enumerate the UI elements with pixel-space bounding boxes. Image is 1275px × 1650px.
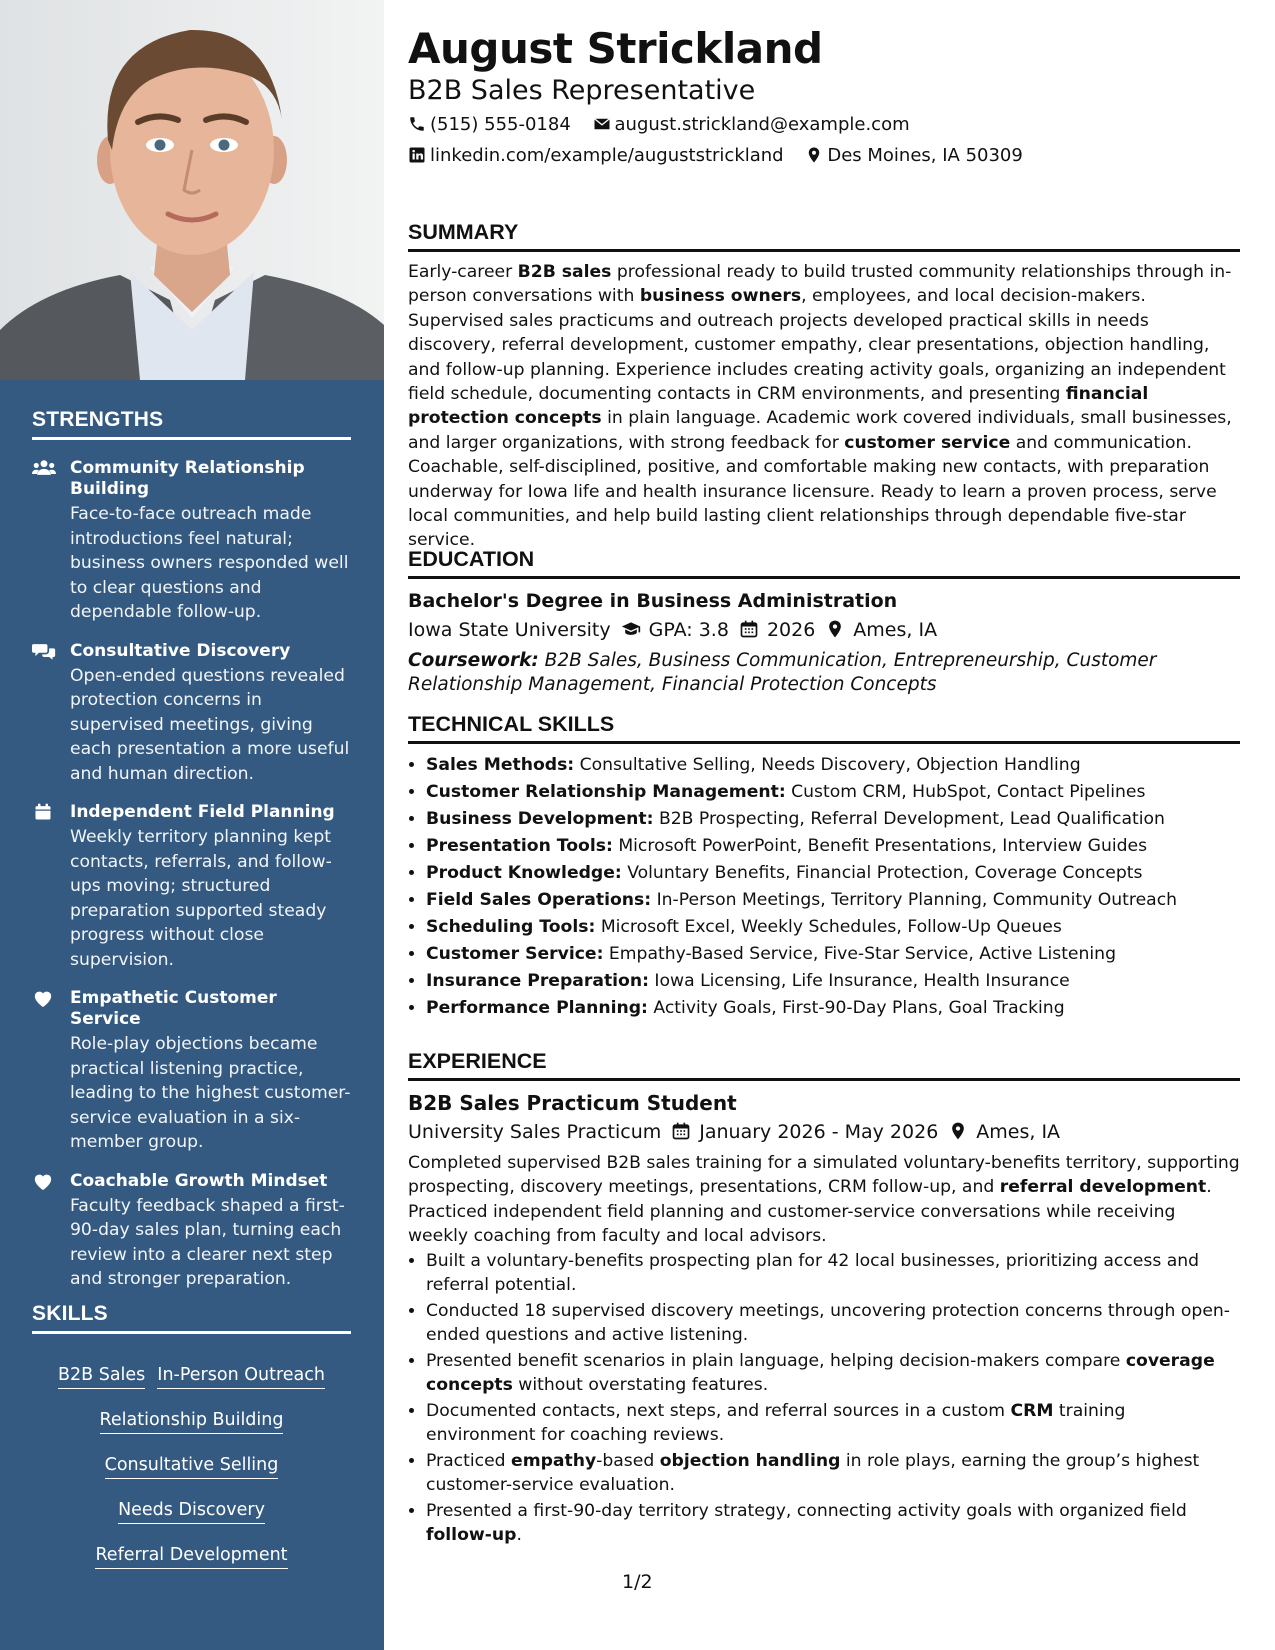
technical-skill-item: [426, 779, 1240, 806]
experience-bullet: [426, 1299, 1240, 1348]
email-item[interactable]: [593, 113, 910, 137]
skill-tag: Needs Discovery: [118, 1499, 265, 1524]
calendar-icon: [739, 619, 759, 639]
skill-values: Consultative Selling, Needs Discovery, Objection Handling: [574, 755, 1081, 775]
skill-tags: [32, 1352, 351, 1577]
coursework: [408, 649, 1240, 697]
emphasis-text: B2B sales: [517, 262, 612, 282]
calendar-icon: [671, 1121, 691, 1141]
skill-category: Field Sales Operations:: [426, 890, 652, 910]
emphasis-text: financial protection concepts: [408, 384, 1149, 429]
summary-section: [408, 220, 1240, 553]
strength-title: Community Relationship Building: [70, 458, 305, 499]
strength-item: [32, 802, 351, 972]
text-run: Early-career: [408, 262, 518, 282]
experience-bullet: [426, 1399, 1240, 1448]
phone-item: [408, 113, 571, 137]
text-run: , employees, and local decision-makers. Supervised sales practicums and outreach projects developed practical skills in needs discovery, referral development, customer empathy, clear presentations, objection handling, and follow-up planning. Experience includes creating activity goals, organizing an independent field schedule, documenting contacts in CRM environments, and presenting: [408, 286, 1226, 405]
technical-skill-item: [426, 833, 1240, 860]
strength-description: Face-to-face outreach made introductions feel natural; business owners responded well to clear questions and dependable follow-up.: [70, 504, 349, 622]
text-run: .: [516, 1525, 522, 1546]
graduation-cap-icon: [621, 619, 641, 639]
strength-title: Empathetic Customer Service: [70, 988, 277, 1029]
text-run: Documented contacts, next steps, and referral sources in a custom: [426, 1400, 1011, 1421]
technical-skill-item: [426, 806, 1240, 833]
job-org: University Sales Practicum: [408, 1121, 662, 1143]
skill-category: Customer Service:: [426, 944, 604, 964]
text-run: -based: [596, 1450, 660, 1471]
experience-section: [408, 1049, 1240, 1549]
users-icon: [32, 458, 56, 478]
skill-values: Empathy-Based Service, Five-Star Service, Active Listening: [603, 944, 1116, 964]
job-title: B2B Sales Practicum Student: [408, 1091, 737, 1115]
text-run: Conducted 18 supervised discovery meetings, uncovering protection concerns through open-ended questions and active listening.: [426, 1300, 1230, 1346]
skill-category: Scheduling Tools:: [426, 917, 596, 937]
skill-tag: In-Person Outreach: [157, 1364, 325, 1389]
job-meta: [408, 1117, 1240, 1147]
coursework-list: B2B Sales, Business Communication, Entrepreneurship, Customer Relationship Management, Financial Protection Concepts: [408, 650, 1157, 695]
education-heading: EDUCATION: [408, 547, 1240, 579]
text-run: and communication. Coachable, self-disciplined, positive, and comfortable making new contacts, with preparation underway for Iowa life and health insurance licensure. Ready to learn a proven process, serve local communities, and help build lasting client relationships through dependable five-star service.: [408, 432, 1217, 551]
map-pin-icon: [805, 146, 823, 164]
skill-category: Business Development:: [426, 809, 654, 829]
skill-category: Sales Methods:: [426, 755, 575, 775]
text-run: . Practiced independent field planning and customer-service conversations while receiving weekly coaching from faculty and local advisors.: [408, 1177, 1212, 1247]
skill-category: Performance Planning:: [426, 998, 648, 1018]
technical-skill-item: [426, 860, 1240, 887]
emphasis-text: objection handling: [659, 1450, 841, 1471]
strength-item: [32, 988, 351, 1155]
emphasis-text: follow-up: [426, 1525, 517, 1546]
skill-values: B2B Prospecting, Referral Development, Lead Qualification: [653, 809, 1165, 829]
coursework-label: Coursework:: [408, 650, 539, 671]
location-item: [805, 144, 1023, 168]
skill-values: Voluntary Benefits, Financial Protection, Coverage Concepts: [621, 863, 1143, 883]
text-run: Presented benefit scenarios in plain language, helping decision-makers compare: [426, 1350, 1126, 1371]
school-name: Iowa State University: [408, 619, 611, 641]
text-run: professional ready to build trusted community relationships through in-person conversations with: [408, 262, 1232, 307]
technical-skills-heading: TECHNICAL SKILLS: [408, 712, 1240, 744]
text-run: Completed supervised B2B sales training for a simulated voluntary-benefits territory, supporting prospecting, discovery meetings, presentations, CRM follow-up, and: [408, 1153, 1240, 1198]
text-run: training environment for coaching reviews.: [426, 1400, 1126, 1446]
skill-values: In-Person Meetings, Territory Planning, Community Outreach: [651, 890, 1178, 910]
profile-photo: [0, 0, 384, 380]
school-location: Ames, IA: [853, 619, 938, 641]
technical-skill-item: [426, 914, 1240, 941]
heart-icon: [32, 1171, 56, 1191]
emphasis-text: coverage concepts: [426, 1350, 1215, 1396]
strength-description: Faculty feedback shaped a first-90-day sales plan, turning each review into a clearer next step and stronger preparation.: [70, 1195, 345, 1289]
skill-category: Customer Relationship Management:: [426, 782, 786, 802]
skill-values: Iowa Licensing, Life Insurance, Health Insurance: [648, 971, 1070, 991]
strengths-list: [32, 458, 351, 1292]
strength-description: Role-play objections became practical listening practice, leading to the highest customer-service evaluation in a six-member group.: [70, 1034, 351, 1152]
strength-description: Open-ended questions revealed protection concerns in supervised meetings, giving each presentation a more useful and human direction.: [70, 665, 350, 784]
emphasis-text: empathy: [511, 1450, 597, 1471]
experience-bullet: [426, 1499, 1240, 1548]
technical-skill-item: [426, 968, 1240, 995]
text-run: Practiced: [426, 1450, 512, 1471]
email-text[interactable]: august.strickland@example.com: [614, 114, 910, 135]
technical-skills-section: [408, 712, 1240, 1022]
skill-tag: Relationship Building: [100, 1409, 284, 1434]
gpa-text: GPA: 3.8: [648, 619, 729, 641]
skill-tag: Consultative Selling: [105, 1454, 279, 1479]
strength-item: [32, 458, 351, 625]
job-bullets: [408, 1249, 1240, 1548]
skill-values: Activity Goals, First-90-Day Plans, Goal Tracking: [647, 998, 1065, 1018]
job-intro: [408, 1151, 1240, 1249]
education-section: [408, 547, 1240, 697]
location-text: Des Moines, IA 50309: [827, 145, 1023, 166]
skill-values: Microsoft Excel, Weekly Schedules, Follow-Up Queues: [595, 917, 1062, 937]
emphasis-text: CRM: [1010, 1400, 1054, 1421]
linkedin-item[interactable]: [408, 144, 784, 168]
text-run: Presented a first-90-day territory strategy, connecting activity goals with organized field: [426, 1500, 1187, 1521]
skill-tag: Referral Development: [95, 1544, 287, 1569]
chat-icon: [32, 641, 56, 661]
text-run: Built a voluntary-benefits prospecting plan for 42 local businesses, prioritizing access and referral potential.: [426, 1250, 1200, 1296]
emphasis-text: customer service: [844, 432, 1011, 453]
skill-values: Custom CRM, HubSpot, Contact Pipelines: [785, 782, 1146, 802]
strengths-heading: STRENGTHS: [32, 408, 351, 440]
calendar-icon: [32, 802, 56, 822]
technical-skill-item: [426, 752, 1240, 779]
technical-skill-item: [426, 941, 1240, 968]
strength-title: Coachable Growth Mindset: [70, 1170, 328, 1191]
linkedin-icon: [408, 146, 426, 164]
strength-title: Consultative Discovery: [70, 640, 291, 661]
skill-category: Insurance Preparation:: [426, 971, 649, 991]
strength-item: [32, 641, 351, 787]
skill-category: Presentation Tools:: [426, 836, 613, 856]
technical-skill-item: [426, 995, 1240, 1022]
strength-title: Independent Field Planning: [70, 802, 335, 822]
graduation-year: 2026: [766, 619, 816, 641]
skill-category: Product Knowledge:: [426, 863, 622, 883]
skills-heading: SKILLS: [32, 1302, 351, 1334]
skills-section: [32, 1302, 351, 1577]
job-dates: January 2026 - May 2026: [699, 1121, 939, 1143]
technical-skill-item: [426, 887, 1240, 914]
experience-bullet: [426, 1449, 1240, 1498]
skill-tag: B2B Sales: [58, 1364, 145, 1389]
skill-values: Microsoft PowerPoint, Benefit Presentations, Interview Guides: [612, 836, 1148, 856]
text-run: in plain language. Academic work covered individuals, small businesses, and larger organizations, with strong feedback for: [408, 408, 1232, 453]
envelope-icon: [593, 115, 611, 133]
phone-text: (515) 555-0184: [430, 114, 571, 135]
candidate-role: B2B Sales Representative: [408, 75, 756, 106]
experience-bullet: [426, 1349, 1240, 1398]
contact-line-1: [408, 113, 926, 137]
strengths-section: [32, 408, 351, 1308]
job-location: Ames, IA: [976, 1121, 1061, 1143]
summary-text: [408, 260, 1240, 553]
text-run: without overstating features.: [512, 1375, 769, 1396]
technical-skills-list: [408, 752, 1240, 1022]
map-pin-icon: [825, 619, 845, 639]
contact-line-2: [408, 144, 1039, 168]
text-run: in role plays, earning the group’s highest customer-service evaluation.: [426, 1450, 1200, 1496]
heart-icon: [32, 988, 56, 1008]
degree-title: Bachelor's Degree in Business Administration: [408, 590, 898, 612]
sidebar: [0, 0, 384, 1650]
education-meta: [408, 615, 1240, 645]
emphasis-text: referral development: [999, 1177, 1207, 1198]
linkedin-text[interactable]: linkedin.com/example/auguststrickland: [430, 145, 784, 166]
map-pin-icon: [948, 1121, 968, 1141]
strength-description: Weekly territory planning kept contacts, referrals, and follow-ups moving; structured preparation supported steady progress without close supervision.: [70, 827, 332, 970]
candidate-name: August Strickland: [408, 24, 823, 73]
page-number: 1/2: [622, 1571, 653, 1593]
phone-icon: [408, 115, 426, 133]
experience-bullet: [426, 1249, 1240, 1298]
emphasis-text: business owners: [639, 286, 802, 307]
experience-heading: EXPERIENCE: [408, 1049, 1240, 1081]
summary-heading: SUMMARY: [408, 220, 1240, 252]
strength-item: [32, 1171, 351, 1292]
